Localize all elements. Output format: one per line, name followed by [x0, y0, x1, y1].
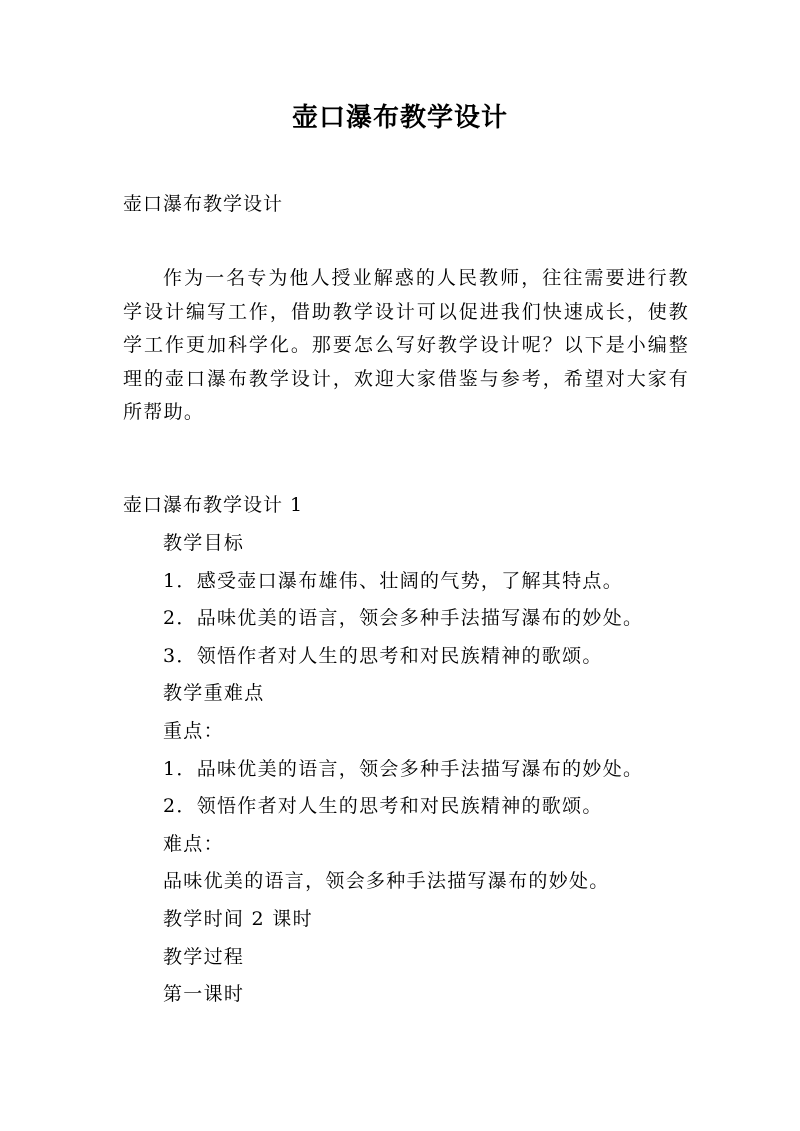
label-key-points: 重点： [163, 719, 224, 742]
document-subtitle: 壶口瀑布教学设计 [123, 193, 284, 215]
heading-teaching-process: 教学过程 [163, 945, 245, 968]
heading-first-lesson: 第一课时 [163, 983, 245, 1006]
goal-item-2: 2．品味优美的语言，领会多种手法描写瀑布的妙处。 [163, 607, 644, 630]
document-title: 壶口瀑布教学设计 [291, 103, 508, 133]
goal-item-3: 3．领悟作者对人生的思考和对民族精神的歌颂。 [163, 644, 603, 667]
goal-item-1: 1．感受壶口瀑布雄伟、壮阔的气势，了解其特点。 [163, 569, 623, 592]
intro-paragraph: 作为一名专为他人授业解惑的人民教师，往往需要进行教学设计编写工作，借助教学设计可以促进我们快速成长，使教学工作更加科学化。那要怎么写好教学设计呢？以下是小编整理的壶口瀑布教学设计，欢迎大家借鉴与参考，希望对大家有所帮助。 [123, 267, 689, 423]
heading-teaching-goals: 教学目标 [163, 532, 245, 554]
key-point-item-1: 1．品味优美的语言，领会多种手法描写瀑布的妙处。 [163, 757, 644, 780]
heading-key-difficult-points: 教学重难点 [163, 682, 265, 705]
section-heading: 壶口瀑布教学设计 1 [123, 494, 304, 516]
key-point-item-2: 2．领悟作者对人生的思考和对民族精神的歌颂。 [163, 795, 603, 818]
label-difficult-points: 难点： [163, 832, 224, 855]
teaching-time: 教学时间 2 课时 [163, 907, 313, 930]
difficult-point-item: 品味优美的语言，领会多种手法描写瀑布的妙处。 [163, 870, 610, 893]
lesson-content [163, 528, 703, 1017]
